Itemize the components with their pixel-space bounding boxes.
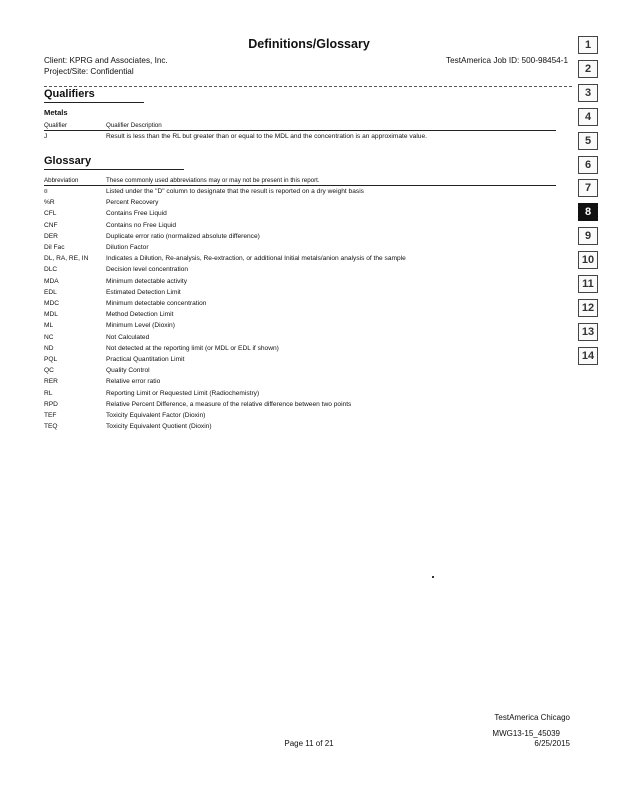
qualifiers-heading-underline [44,102,144,103]
section-tab-14[interactable]: 14 [578,347,598,365]
glossary-description: Estimated Detection Limit [106,288,181,296]
section-tab-12[interactable]: 12 [578,299,598,317]
qualifier-code: J [44,133,48,140]
glossary-description: Decision level concentration [106,266,189,274]
glossary-abbreviation: MDL [44,311,58,319]
glossary-description: Minimum Level (Dioxin) [106,322,175,330]
glossary-description: Contains no Free Liquid [106,221,177,229]
qualifiers-heading: Qualifiers [44,88,95,100]
glossary-description: Percent Recovery [106,199,159,207]
section-tab-7[interactable]: 7 [578,179,598,197]
job-id: TestAmerica Job ID: 500-98454-1 [446,56,568,65]
glossary-heading-underline [44,169,184,170]
glossary-description: Listed under the "D" column to designate that the result is reported on a dry weight basis [106,188,364,195]
glossary-description: Minimum detectable concentration [106,300,207,307]
glossary-abbreviation: DL, RA, RE, IN [44,255,89,263]
glossary-row [44,287,574,298]
glossary-abbreviation: ¤ [44,188,48,195]
glossary-row [44,365,574,376]
section-tab-8[interactable]: 8 [578,203,598,221]
glossary-row [44,276,574,287]
lab-name: TestAmerica Chicago [494,713,570,722]
section-tab-13[interactable]: 13 [578,323,598,341]
glossary-row [44,242,574,253]
glossary-description: Toxicity Equivalent Factor (Dioxin) [106,412,206,419]
glossary-abbreviation: RL [44,389,53,397]
glossary-abbreviation: PQL [44,356,58,363]
glossary-description: Minimum detectable activity [106,277,187,285]
glossary-description: Relative error ratio [106,378,161,386]
scan-speck [432,576,434,578]
glossary-abbreviation: CFL [44,210,57,218]
glossary-row [44,298,574,309]
page-title: Definitions/Glossary [248,37,370,51]
glossary-description: Quality Control [106,367,150,375]
glossary-abbreviation: TEF [44,412,57,419]
glossary-description: Reporting Limit or Requested Limit (Radiochemistry) [106,389,260,397]
glossary-description: Not Calculated [106,333,150,341]
section-tab-3[interactable]: 3 [578,84,598,102]
glossary-description: Contains Free Liquid [106,210,167,218]
glossary-row [44,399,574,410]
glossary-row [44,332,574,343]
glossary-description: Toxicity Equivalent Quotient (Dioxin) [106,423,212,431]
qualifier-row [44,131,574,142]
glossary-abbreviation: RPD [44,400,58,408]
glossary-row [44,376,574,387]
glossary-abbreviation: CNF [44,221,58,229]
section-tab-2[interactable]: 2 [578,60,598,78]
glossary-abbreviation: DLC [44,266,58,274]
glossary-row [44,186,574,197]
glossary-row [44,421,574,432]
glossary-abbreviation: NC [44,333,54,341]
glossary-abbreviation: RER [44,378,58,386]
section-tab-11[interactable]: 11 [578,275,598,293]
glossary-description: Practical Quantitation Limit [106,356,185,363]
glossary-abbreviation: %R [44,199,55,207]
section-tab-10[interactable]: 10 [578,251,598,269]
qualifier-col-header: Qualifier [44,122,68,129]
section-tab-6[interactable]: 6 [578,156,598,174]
section-tab-4[interactable]: 4 [578,108,598,126]
qualifier-description: Result is less than the RL but greater than or equal to the MDL and the concentration is an approximate value. [106,133,427,140]
glossary-abbreviation: EDL [44,288,57,296]
client-name: Client: KPRG and Associates, Inc. [44,56,168,65]
glossary-description: Duplicate error ratio (normalized absolute difference) [106,232,260,240]
glossary-row [44,309,574,320]
glossary-row [44,410,574,421]
glossary-description: Relative Percent Difference, a measure of the relative difference between two points [106,400,352,408]
glossary-abbreviation: ML [44,322,54,330]
glossary-desc-col-header: These commonly used abbreviations may or may not be present in this report. [106,177,320,184]
glossary-abbreviation: QC [44,367,54,375]
glossary-row [44,343,574,354]
glossary-row [44,354,574,365]
page-number: Page 11 of 21 [284,739,334,748]
section-tab-9[interactable]: 9 [578,227,598,245]
glossary-description: Not detected at the reporting limit (or MDL or EDL if shown) [106,344,279,352]
abbreviation-col-header: Abbreviation [44,177,79,184]
section-tab-5[interactable]: 5 [578,132,598,150]
glossary-abbreviation: DER [44,232,58,240]
glossary-heading: Glossary [44,155,92,167]
glossary-row [44,197,574,208]
section-tab-1[interactable]: 1 [578,36,598,54]
glossary-row [44,220,574,231]
glossary-abbreviation: MDC [44,300,60,307]
glossary-row [44,388,574,399]
qualifiers-category: Metals [44,108,68,117]
glossary-description: Method Detection Limit [106,311,174,319]
glossary-abbreviation: Dil Fac [44,244,65,251]
glossary-row [44,253,574,264]
glossary-abbreviation: ND [44,344,54,352]
glossary-row [44,320,574,331]
glossary-row [44,231,574,242]
header-divider [44,86,572,87]
glossary-row [44,264,574,275]
report-date: 6/25/2015 [534,739,570,748]
glossary-description: Dilution Factor [106,244,149,251]
glossary-abbreviation: MDA [44,277,59,285]
glossary-row [44,208,574,219]
document-id: MWG13-15_45039 [492,729,560,738]
project-site: Project/Site: Confidential [44,67,134,76]
qualifier-desc-col-header: Qualifier Description [106,122,162,129]
glossary-abbreviation: TEQ [44,423,58,431]
glossary-description: Indicates a Dilution, Re-analysis, Re-extraction, or additional Initial metals/anion analysis of the sample [106,255,406,263]
